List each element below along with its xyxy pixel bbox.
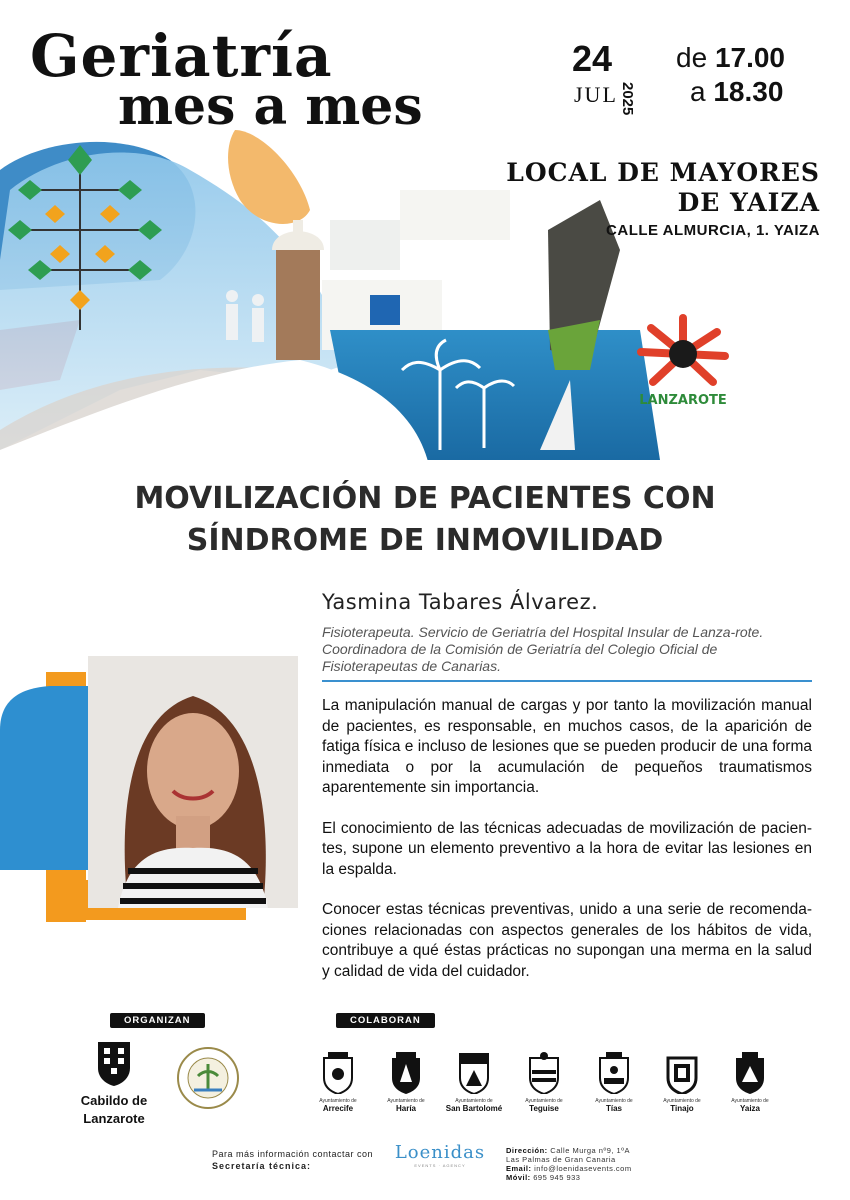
- speaker-photo: [88, 656, 298, 908]
- loenidas-subtitle: EVENTS · AGENCY: [414, 1163, 466, 1168]
- description-text: [322, 696, 812, 1002]
- ayuntamiento-name: San Bartolomé: [445, 1104, 503, 1113]
- loenidas-name: Loenidas: [394, 1142, 486, 1163]
- ayuntamiento-label: Ayuntamiento de: [319, 1098, 357, 1104]
- address-line-1: Calle Murga nº9, 1ºA: [550, 1146, 630, 1155]
- paragraph-2: El conocimiento de las técnicas adecuadas de movilización de pacien-tes, supone un elemento preventivo a la hora de evitar las lesiones en la espalda.: [322, 819, 812, 878]
- ayuntamiento-san-bartolome: [436, 1052, 512, 1113]
- ayuntamiento-haria: [368, 1052, 444, 1113]
- ayuntamiento-tias: [576, 1052, 652, 1113]
- talk-title-line-2: SÍNDROME DE INMOVILIDAD: [186, 523, 664, 558]
- time-to-value: 18.30: [713, 76, 784, 107]
- time-from-value: 17.00: [714, 42, 786, 73]
- date-month: JUL: [574, 82, 618, 107]
- event-series-title: [30, 22, 550, 137]
- ayuntamiento-tinajo: [644, 1052, 720, 1113]
- date-day: 24: [572, 38, 613, 79]
- organizan-label: ORGANIZAN: [110, 1013, 205, 1028]
- paragraph-3: Conocer estas técnicas preventivas, unido a una serie de recomenda-ciones relacionadas con aspectos generales de los hábitos de vida, contribuye a qué éstas prácticas no supongan una merma en la salud y calidad de vida del cuidador.: [322, 901, 812, 980]
- ayuntamiento-arrecife: [300, 1052, 376, 1113]
- cabildo-label-2: Lanzarote: [83, 1111, 145, 1126]
- ayuntamiento-name: Arrecife: [322, 1104, 354, 1113]
- ayuntamiento-yaiza: [712, 1052, 788, 1113]
- ayuntamiento-name: Haría: [395, 1104, 416, 1113]
- talk-title: [20, 478, 830, 562]
- ayuntamiento-name: Tinajo: [670, 1104, 694, 1113]
- ayuntamiento-label: Ayuntamiento de: [525, 1098, 563, 1104]
- date-year: 2025: [619, 82, 636, 116]
- address-label: Dirección:: [506, 1146, 548, 1155]
- tias-shield-icon: [598, 1052, 630, 1094]
- footer-info-line-1: Para más información contactar con: [212, 1149, 374, 1159]
- venue-address: CALLE ALMURCIA, 1. YAIZA: [606, 222, 820, 239]
- cabildo-logo: [72, 1040, 156, 1126]
- phone-label: Móvil:: [506, 1173, 531, 1182]
- colaboran-label: COLABORAN: [336, 1013, 435, 1028]
- contact-details: [506, 1146, 632, 1182]
- email-value[interactable]: info@loenidasevents.com: [534, 1164, 632, 1173]
- geriatria-society-seal: [176, 1046, 240, 1110]
- phone-value[interactable]: 695 945 933: [533, 1173, 581, 1182]
- ayuntamiento-label: Ayuntamiento de: [595, 1098, 633, 1104]
- paragraph-1: La manipulación manual de cargas y por tanto la movilización manual de pacientes, es responsable, en muchos casos, de la aparición de fatiga física e incluso de lesiones que se pueden producir de una forma inmediata o por la acumulación de pequeños traumatismos aparentemente sin importancia.: [322, 697, 812, 796]
- speaker-name: Yasmina Tabares Álvarez.: [322, 590, 599, 614]
- ayuntamiento-teguise: [506, 1052, 582, 1113]
- lanzarote-logo-text: LANZAROTE: [639, 393, 727, 408]
- teguise-shield-icon: [528, 1052, 560, 1094]
- yaiza-shield-icon: [732, 1052, 768, 1094]
- speaker-role: Fisioterapeuta. Servicio de Geriatría del Hospital Insular de Lanza-rote. Coordinadora de la Comisión de Geriatría del Colegio Oficial de Fisioterapeutas de Canarias.: [322, 624, 764, 674]
- date-time-block: [568, 38, 818, 116]
- footer-info-line-2: Secretaría técnica:: [212, 1161, 312, 1171]
- cabildo-shield-icon: [96, 1040, 132, 1086]
- email-label: Email:: [506, 1164, 532, 1173]
- cabildo-label-1: Cabildo de: [80, 1093, 148, 1108]
- lanzarote-logo: [633, 312, 733, 412]
- time-from: [676, 42, 785, 74]
- arrecife-shield-icon: [322, 1052, 354, 1094]
- venue-line-2: DE YAIZA: [677, 188, 820, 217]
- time-to: [690, 76, 783, 108]
- talk-title-line-1: MOVILIZACIÓN DE PACIENTES CON: [134, 481, 716, 516]
- ayuntamiento-label: Ayuntamiento de: [387, 1098, 425, 1104]
- address-line-2: Las Palmas de Gran Canaria: [506, 1155, 616, 1164]
- san-bartolome-shield-icon: [458, 1052, 490, 1094]
- time-from-word: de: [676, 42, 708, 73]
- ayuntamiento-label: Ayuntamiento de: [455, 1098, 493, 1104]
- haria-shield-icon: [390, 1052, 422, 1094]
- ayuntamiento-label: Ayuntamiento de: [731, 1098, 769, 1104]
- loenidas-logo: [392, 1142, 488, 1168]
- title-line-1: Geriatría: [30, 22, 333, 90]
- venue-block: [460, 158, 820, 239]
- ayuntamiento-name: Tías: [605, 1104, 622, 1113]
- footer-info: [212, 1148, 373, 1172]
- section-divider: [322, 680, 812, 682]
- time-to-word: a: [690, 76, 706, 107]
- ayuntamiento-name: Teguise: [529, 1104, 559, 1113]
- ayuntamiento-label: Ayuntamiento de: [663, 1098, 701, 1104]
- ayuntamiento-name: Yaiza: [739, 1104, 760, 1113]
- title-line-2: mes a mes: [118, 76, 423, 137]
- venue-line-1: LOCAL DE MAYORES: [506, 158, 820, 187]
- tinajo-shield-icon: [666, 1052, 698, 1094]
